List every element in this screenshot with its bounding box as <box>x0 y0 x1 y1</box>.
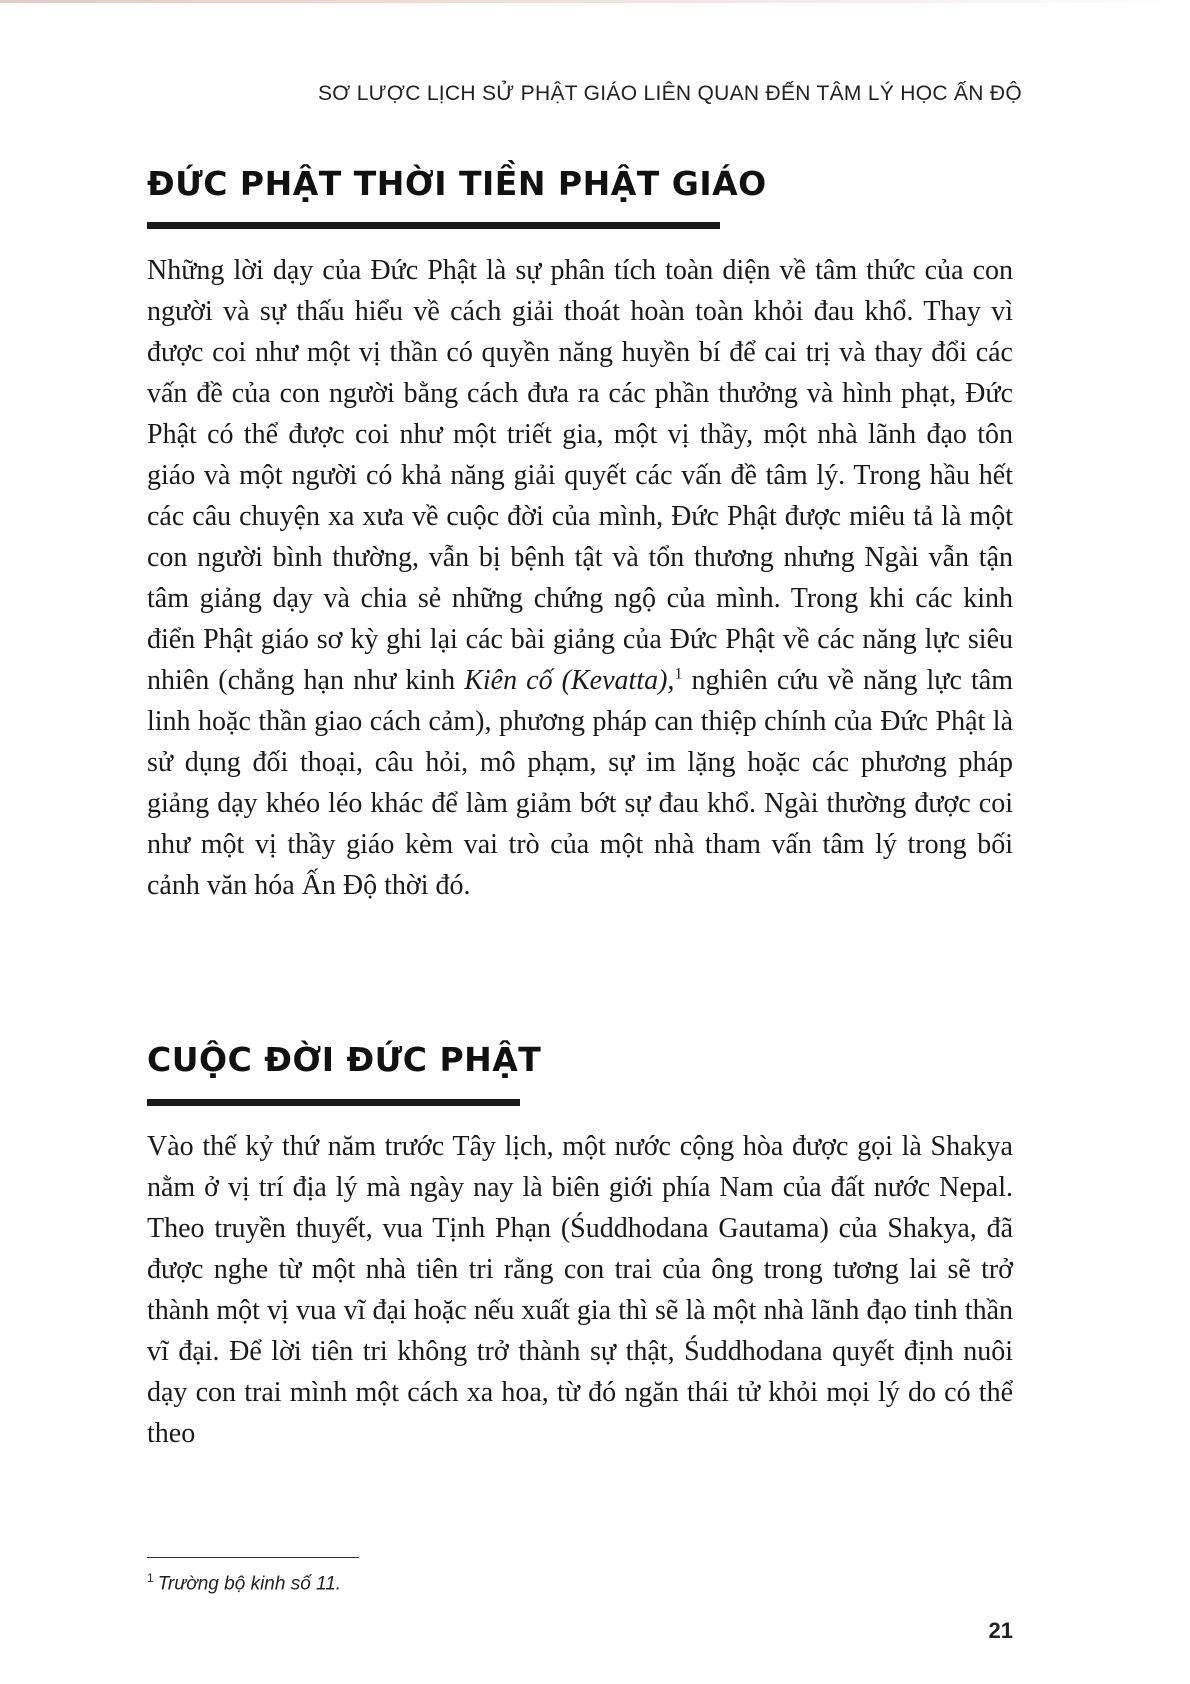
footnote-reference[interactable]: 1 <box>674 665 683 683</box>
section-title-pre-buddhism: ĐỨC PHẬT THỜI TIỀN PHẬT GIÁO <box>147 164 767 203</box>
page-number: 21 <box>988 1618 1013 1643</box>
paragraph-text: Những lời dạy của Đức Phật là sự phân tích toàn diện về tâm thức của con người và sự thấu hiểu về cách giải thoát hoàn toàn khỏi đau khổ. Thay vì được coi như một vị thần có quyền năng huyền bí để cai trị và thay đổi các vấn đề của con người bằng cách đưa ra các phần thưởng và hình phạt, Đức Phật có thể được coi như một triết gia, một vị thầy, một nhà lãnh đạo tôn giáo và một người có khả năng giải quyết các vấn đề tâm lý. Trong hầu hết các câu chuyện xa xưa về cuộc đời của mình, Đức Phật được miêu tả là một con người bình thường, vẫn bị bệnh tật và tổn thương nhưng Ngài vẫn tận tâm giảng dạy và chia sẻ những chứng ngộ của mình. Trong khi các kinh điển Phật giáo sơ kỳ ghi lại các bài giảng của Đức Phật về các năng lực siêu nhiên (chẳng hạn như kinh <box>147 255 1013 696</box>
section-title-underline <box>147 1099 520 1106</box>
section-title-underline <box>147 222 720 229</box>
footnote-text: Trường bộ kinh số 11. <box>157 1573 342 1595</box>
scripture-title: Kiên cố (Kevatta), <box>464 665 675 696</box>
section-1-paragraph <box>147 250 1013 906</box>
footnote <box>147 1571 341 1595</box>
footnote-marker: 1 <box>147 1571 154 1585</box>
page-top-edge <box>0 0 1190 3</box>
paragraph-text: nghiên cứu về năng lực tâm linh hoặc thần giao cách cảm), phương pháp can thiệp chính của Đức Phật là sử dụng đối thoại, câu hỏi, mô phạm, sự im lặng hoặc các phương pháp giảng dạy khéo léo khác để làm giảm bớt sự đau khổ. Ngài thường được coi như một vị thầy giáo kèm vai trò của một nhà tham vấn tâm lý trong bối cảnh văn hóa Ấn Độ thời đó. <box>147 665 1013 901</box>
running-header: SƠ LƯỢC LỊCH SỬ PHẬT GIÁO LIÊN QUAN ĐẾN TÂM LÝ HỌC ẤN ĐỘ <box>317 82 1022 105</box>
footnote-divider <box>147 1557 359 1558</box>
section-2-paragraph: Vào thế kỷ thứ năm trước Tây lịch, một nước cộng hòa được gọi là Shakya nằm ở vị trí địa lý mà ngày nay là biên giới phía Nam của đất nước Nepal. Theo truyền thuyết, vua Tịnh Phạn (Śuddhodana Gautama) của Shakya, đã được nghe từ một nhà tiên tri rằng con trai của ông trong tương lai sẽ trở thành một vị vua vĩ đại hoặc nếu xuất gia thì sẽ là một nhà lãnh đạo tinh thần vĩ đại. Để lời tiên tri không trở thành sự thật, Śuddhodana quyết định nuôi dạy con trai mình một cách xa hoa, từ đó ngăn thái tử khỏi mọi lý do có thể theo <box>147 1131 1013 1449</box>
section-title-life-of-buddha: CUỘC ĐỜI ĐỨC PHẬT <box>147 1040 542 1079</box>
